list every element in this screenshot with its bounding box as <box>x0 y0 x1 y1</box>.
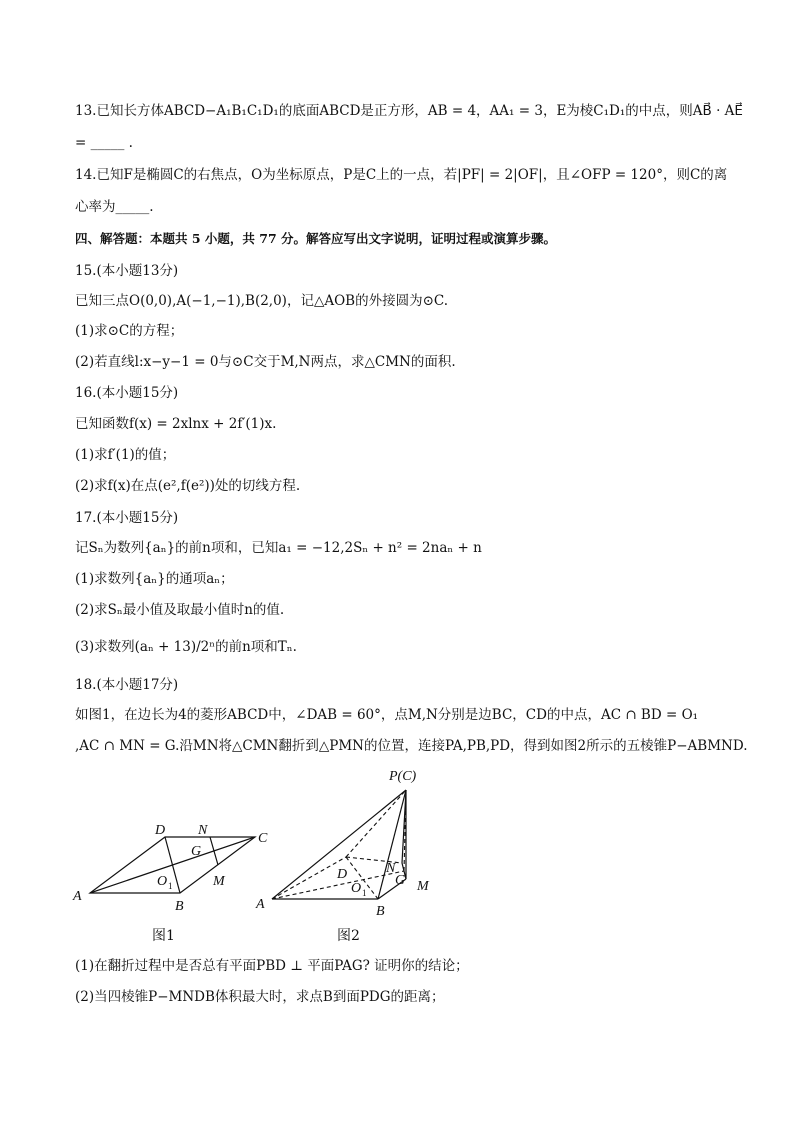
q18-stem-line1: 如图1，在边长为4的菱形ABCD中，∠DAB = 60°，点M,N分别是边BC，CD的中点，AC ∩ BD = O₁ <box>75 707 699 723</box>
label-b: B <box>376 904 385 919</box>
label-a: A <box>256 897 265 912</box>
label-o-subscript: 1 <box>362 888 367 898</box>
edge-pa <box>272 790 406 899</box>
label-g: G <box>191 844 202 859</box>
q15-part1: (1)求⊙C的方程； <box>75 323 184 339</box>
q18-stem-line2: ,AC ∩ MN = G.沿MN将△CMN翻折到△PMN的位置，连接PA,PB,PD，得到如图2所示的五棱锥P−ABMND. <box>75 738 748 754</box>
label-o-subscript: 1 <box>168 881 173 891</box>
label-g: G <box>395 873 406 888</box>
label-d: D <box>155 823 166 838</box>
q14-line2: 心率为_____. <box>75 199 154 215</box>
q16-part2: (2)求f(x)在点(e²,f(e²))处的切线方程. <box>75 478 301 494</box>
q14-line1: 14.已知F是椭圆C的右焦点，O为坐标原点，P是C上的一点，若|PF| = 2|OF|，且∠OFP = 120°，则C的离 <box>75 167 728 183</box>
label-b: B <box>175 899 184 914</box>
label-d: D <box>337 867 348 882</box>
q15-stem: 已知三点O(0,0),A(−1,−1),B(2,0)，记△AOB的外接圆为⊙C. <box>75 293 449 309</box>
edge-ad-hidden <box>272 857 346 899</box>
label-n: N <box>386 861 396 876</box>
q17-title: 17.(本小题15分) <box>75 510 179 526</box>
label-p: P(C) <box>389 769 417 784</box>
figure-1-caption: 图1 <box>152 928 175 944</box>
section-heading: 四、解答题：本题共 5 小题，共 77 分。解答应写出文字说明，证明过程或演算步骤。 <box>75 231 557 246</box>
q13-line1: 13.已知长方体ABCD−A₁B₁C₁D₁的底面ABCD是正方形，AB = 4，AA₁ = 3，E为棱C₁D₁的中点，则AB⃗ · AE⃗ <box>75 103 743 119</box>
segment-mn <box>210 837 218 865</box>
figure-2-pyramid <box>250 760 450 950</box>
q16-part1: (1)求f′(1)的值； <box>75 447 176 463</box>
label-n: N <box>198 823 208 838</box>
figure-2-caption: 图2 <box>337 928 360 944</box>
q18-part2: (2)当四棱锥P−MNDB体积最大时，求点B到面PDG的距离； <box>75 989 445 1005</box>
label-m: M <box>213 874 225 889</box>
q15-title: 15.(本小题13分) <box>75 263 179 279</box>
label-o: O <box>157 874 168 889</box>
q17-stem: 记Sₙ为数列{aₙ}的前n项和，已知a₁ = −12,2Sₙ + n² = 2naₙ + n <box>75 540 482 556</box>
q15-part2: (2)若直线l:x−y−1 = 0与⊙C交于M,N两点，求△CMN的面积. <box>75 354 456 370</box>
q17-part1: (1)求数列{aₙ}的通项aₙ； <box>75 571 234 587</box>
q18-part1: (1)在翻折过程中是否总有平面PBD ⊥ 平面PAG? 证明你的结论； <box>75 958 469 974</box>
q13-line2: = _____ . <box>75 135 133 151</box>
q16-stem: 已知函数f(x) = 2xlnx + 2f′(1)x. <box>75 416 277 432</box>
q17-part3: (3)求数列(aₙ + 13)/2ⁿ的前n项和Tₙ. <box>75 639 297 655</box>
q18-title: 18.(本小题17分) <box>75 677 179 693</box>
label-o: O <box>351 881 362 896</box>
label-m: M <box>417 879 429 894</box>
label-a: A <box>73 889 82 904</box>
q16-title: 16.(本小题15分) <box>75 385 179 401</box>
q17-part2: (2)求Sₙ最小值及取最小值时n的值. <box>75 602 285 618</box>
label-c: C <box>258 831 268 846</box>
